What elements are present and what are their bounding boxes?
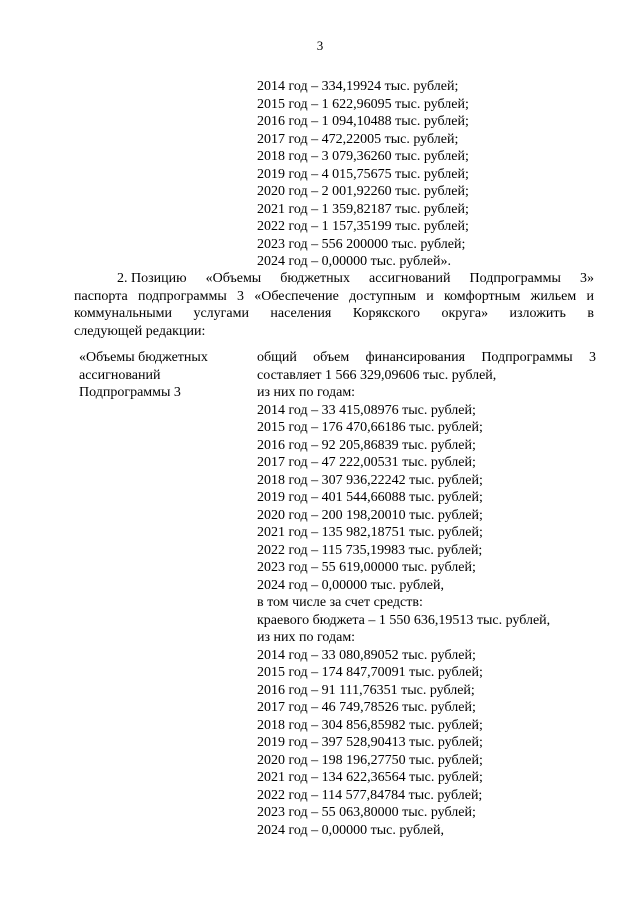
paragraph-word: изложить: [509, 306, 566, 321]
paragraph-word: округа»: [441, 306, 489, 321]
list-item: 2022 год – 114 577,84784 тыс. рублей;: [257, 787, 483, 803]
paragraph-word: подпрограммы: [137, 288, 227, 304]
list-item: 2018 год – 3 079,36260 тыс. рублей;: [257, 149, 469, 164]
list-item: 2024 год – 0,00000 тыс. рублей».: [257, 254, 451, 269]
paragraph-word: Подпрограммы: [469, 271, 561, 286]
amendment-paragraph: [74, 270, 594, 340]
list-item: 2021 год – 135 982,18751 тыс. рублей;: [257, 525, 483, 540]
list-item: 2018 год – 307 936,22242 тыс. рублей;: [257, 472, 483, 488]
label-line: «Объемы бюджетных: [79, 350, 208, 365]
label-line: ассигнований: [79, 367, 161, 383]
paragraph-word: «Обеспечение: [254, 288, 339, 304]
paragraph-word: жильем: [530, 288, 577, 304]
list-item: 2020 год – 2 001,92260 тыс. рублей;: [257, 184, 469, 199]
paragraph-word: населения: [270, 306, 332, 321]
label-line: Подпрограммы 3: [79, 385, 181, 400]
regional-budget-line: краевого бюджета – 1 550 636,19513 тыс. рублей,: [257, 612, 551, 628]
list-item: 2016 год – 1 094,10488 тыс. рублей;: [257, 114, 469, 129]
list-item: 2016 год – 92 205,86839 тыс. рублей;: [257, 437, 476, 453]
paragraph-word: в: [587, 306, 594, 321]
paragraph-word: Корякского: [352, 306, 421, 321]
paragraph-word: «Объемы: [205, 271, 262, 286]
list-item: 2017 год – 46 749,78526 тыс. рублей;: [257, 700, 476, 715]
paragraph-text: следующей редакции:: [74, 323, 206, 339]
list-item: 2014 год – 33 080,89052 тыс. рублей;: [257, 647, 476, 663]
list-item: 2024 год – 0,00000 тыс. рублей,: [257, 822, 444, 838]
list-item: 2014 год – 33 415,08976 тыс. рублей;: [257, 402, 476, 418]
list-item: 2023 год – 55 063,80000 тыс. рублей;: [257, 805, 476, 820]
total-amount-line: составляет 1 566 329,09606 тыс. рублей,: [257, 367, 497, 383]
list-item: 2017 год – 472,22005 тыс. рублей;: [257, 131, 459, 147]
intro-word: объем: [313, 350, 350, 365]
table-label-cell: [79, 349, 249, 402]
paragraph-line: [74, 323, 594, 341]
list-item: 2017 год – 47 222,00531 тыс. рублей;: [257, 455, 476, 470]
list-item: 2023 год – 55 619,00000 тыс. рублей;: [257, 560, 476, 575]
intro-word: 3: [588, 350, 596, 365]
list-item: 2015 год – 176 470,66186 тыс. рублей;: [257, 420, 483, 435]
list-item: 2023 год – 556 200000 тыс. рублей;: [257, 236, 466, 252]
total-by-year-list: [257, 402, 596, 595]
list-item: 2020 год – 200 198,20010 тыс. рублей;: [257, 507, 483, 523]
list-item: 2021 год – 134 622,36564 тыс. рублей;: [257, 770, 483, 785]
list-item: 2016 год – 91 111,76351 тыс. рублей;: [257, 682, 475, 698]
list-item: 2015 год – 1 622,96095 тыс. рублей;: [257, 96, 469, 112]
paragraph-line: [74, 270, 594, 288]
page-number: 3: [316, 38, 324, 53]
yearly-funding-list-top: [257, 78, 469, 271]
by-years-label: из них по годам:: [257, 385, 356, 400]
paragraph-word: 3: [237, 288, 244, 304]
regional-by-year-list: [257, 647, 596, 840]
paragraph-word: доступным: [349, 288, 416, 304]
paragraph-word: коммунальными: [74, 306, 172, 321]
paragraph-word: 3»: [579, 271, 594, 286]
list-item: 2019 год – 4 015,75675 тыс. рублей;: [257, 166, 469, 182]
paragraph-line: [74, 305, 594, 323]
list-item: 2022 год – 1 157,35199 тыс. рублей;: [257, 219, 469, 234]
list-item: 2020 год – 198 196,27750 тыс. рублей;: [257, 752, 483, 768]
paragraph-word: услугами: [193, 306, 249, 321]
paragraph-word: и: [586, 288, 594, 304]
paragraph-word: комфортным: [443, 288, 521, 304]
paragraph-line: [74, 288, 594, 306]
intro-word: общий: [257, 350, 297, 365]
paragraph-word: и: [426, 288, 434, 304]
intro-word: Подпрограммы: [481, 350, 573, 365]
table-value-cell: [257, 349, 596, 839]
intro-word: финансирования: [365, 350, 466, 365]
list-item: 2019 год – 397 528,90413 тыс. рублей;: [257, 735, 483, 750]
intro-line: [257, 349, 596, 367]
list-item: 2019 год – 401 544,66088 тыс. рублей;: [257, 490, 483, 505]
list-item: 2015 год – 174 847,70091 тыс. рублей;: [257, 665, 483, 680]
sources-heading: в том числе за счет средств:: [257, 595, 423, 610]
list-item: 2014 год – 334,19924 тыс. рублей;: [257, 79, 459, 94]
paragraph-word: 2. Позицию: [117, 271, 187, 286]
by-years-label: из них по годам:: [257, 630, 356, 645]
list-item: 2018 год – 304 856,85982 тыс. рублей;: [257, 717, 483, 733]
list-item: 2021 год – 1 359,82187 тыс. рублей;: [257, 201, 469, 217]
list-item: 2022 год – 115 735,19983 тыс. рублей;: [257, 542, 483, 558]
list-item: 2024 год – 0,00000 тыс. рублей,: [257, 577, 444, 593]
paragraph-word: ассигнований: [369, 271, 451, 286]
paragraph-word: бюджетных: [280, 271, 350, 286]
paragraph-word: паспорта: [74, 288, 128, 304]
